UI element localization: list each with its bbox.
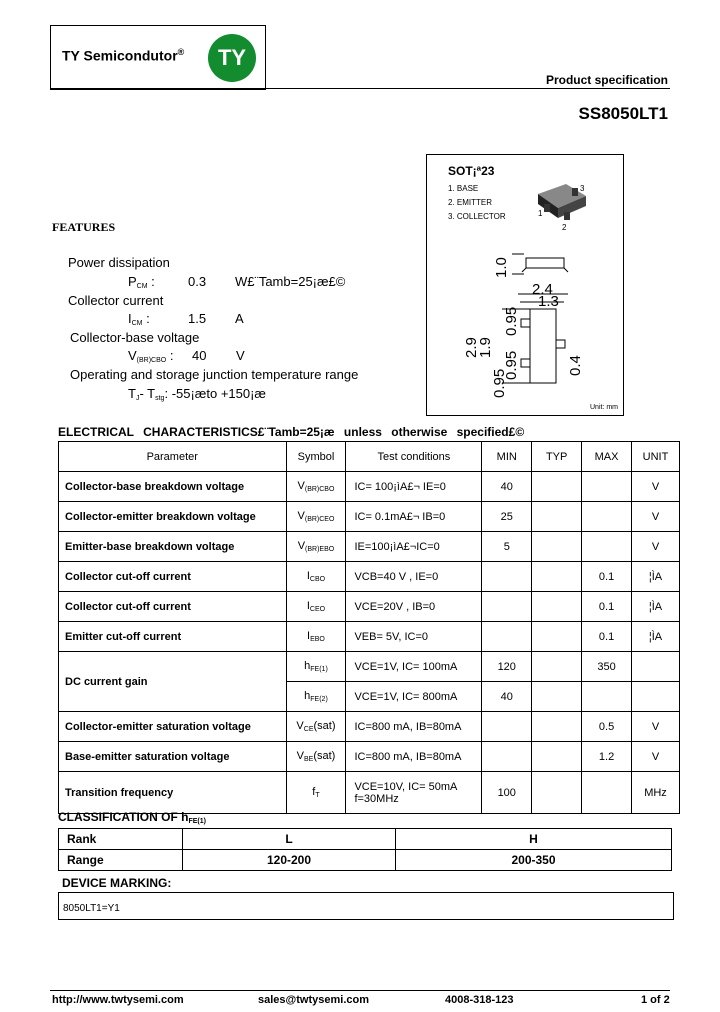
marking-title: DEVICE MARKING: [62, 876, 172, 890]
rank-row: Rank L H [59, 829, 672, 850]
temp-label: Operating and storage junction temperature range [70, 367, 359, 382]
footer-email[interactable]: sales@twtysemi.com [258, 994, 369, 1006]
table-row: Collector-emitter saturation voltage $V_{CE}(sat)$ IC=800 mA, IB=80mA 0.5 V [59, 712, 680, 742]
marking-value: 8050LT1=Y1 [58, 892, 674, 920]
dim-0-4: 0.4 [567, 355, 584, 376]
dim-1-0: 1.0 [493, 257, 510, 278]
dim-2-4: 2.4 [532, 281, 553, 298]
table-row: Collector-emitter breakdown voltage $V_{(BR)CEO}$ IC= 0.1mA£¬ IB=0 25 V [59, 502, 680, 532]
features-title: FEATURES [52, 220, 116, 234]
company-name: TY Semicondutor® [62, 47, 185, 64]
temp-range: $T_J-$ $T_{stg}$: -55¡æto +150¡æ [128, 386, 266, 402]
table-row: Collector-base breakdown voltage $V_{(BR)CBO}$ IC= 100¡ìA£¬ IE=0 40 V [59, 472, 680, 502]
package-title: SOT¡ª23 [448, 164, 495, 178]
table-row: $h_{FE(2)}$ VCE=1V, IC= 800mA 40 [59, 682, 680, 712]
pin-base: 1. BASE [448, 184, 479, 193]
power-label: Power dissipation [68, 255, 170, 270]
dim-1-9: 1.9 [477, 337, 494, 358]
col-header-min: MIN [482, 442, 532, 472]
pcm-symbol: $P_{CM}$ : [128, 274, 155, 290]
range-row: Range 120-200 200-350 [59, 850, 672, 871]
classification-title: CLASSIFICATION OF $h_{FE(1)}$ [58, 810, 206, 825]
vcbo-symbol: $V_{(BR)CBO}$ : [128, 348, 174, 364]
footer-rule [50, 990, 670, 991]
table-row: Transition frequency $f_T$ VCE=10V, IC= 50mA f=30MHz 100 MHz [59, 772, 680, 814]
col-header-max: MAX [582, 442, 632, 472]
col-header-conditions: Test conditions [346, 442, 482, 472]
dim-0-95-bottom: 0.95 [491, 368, 508, 398]
icm-symbol: $I_{CM}$ : [128, 311, 150, 327]
dim-1-3: 1.3 [538, 293, 559, 310]
pcm-value: 0.3 [188, 274, 207, 289]
pin-collector: 3. COLLECTOR [448, 212, 506, 221]
icm-value: 1.5 [188, 311, 207, 326]
electrical-title: ELECTRICAL CHARACTERISTICS£¨Tamb=25¡æ unless otherwise specified£© [58, 425, 525, 439]
pin-emitter: 2. EMITTER [448, 198, 493, 207]
spec-label: Product specification [545, 73, 668, 87]
electrical-table [58, 441, 680, 814]
package-drawing [426, 154, 624, 416]
footer-url[interactable]: http://www.twtysemi.com [52, 994, 184, 1006]
table-row: Emitter-base breakdown voltage $V_{(BR)EBO}$ IE=100¡ìA£¬IC=0 5 V [59, 532, 680, 562]
col-header-typ: TYP [532, 442, 582, 472]
pin-number-2: 2 [562, 223, 567, 232]
part-number: SS8050LT1 [578, 104, 668, 123]
header-rule [50, 88, 670, 89]
table-row: Emitter cut-off current $I_{EBO}$ VEB= 5V, IC=0 0.1 ¦ÌA [59, 622, 680, 652]
footer-phone: 4008-318-123 [445, 994, 514, 1006]
pcm-unit: W£¨Tamb=25¡æ£© [235, 274, 346, 289]
table-row: DC current gain $h_{FE(1)}$ VCE=1V, IC= 100mA 120 350 [59, 652, 680, 682]
col-header-parameter: Parameter [59, 442, 287, 472]
col-header-unit: UNIT [632, 442, 680, 472]
pin-number-3: 3 [580, 184, 585, 193]
cbv-label: Collector-base voltage [70, 330, 200, 345]
dim-0-95-mid: 0.95 [503, 350, 520, 380]
company-logo: TY [208, 34, 256, 82]
page-number: 1 of 2 [641, 994, 670, 1006]
unit-label: Unit: mm [590, 404, 618, 411]
table-row: Base-emitter saturation voltage $V_{BE}(sat)$ IC=800 mA, IB=80mA 1.2 V [59, 742, 680, 772]
package-3d-icon [538, 184, 586, 220]
table-row: Collector cut-off current $I_{CBO}$ VCB=40 V , IE=0 0.1 ¦ÌA [59, 562, 680, 592]
collector-current-label: Collector current [68, 293, 164, 308]
table-header-row [59, 442, 680, 472]
vcbo-value: 40 [192, 348, 207, 363]
dim-2-9: 2.9 [463, 337, 480, 358]
col-header-symbol: Symbol [286, 442, 346, 472]
rank-table [58, 828, 672, 871]
vcbo-unit: V [236, 348, 245, 363]
pin-number-1: 1 [538, 209, 543, 218]
dim-0-95-top: 0.95 [503, 306, 520, 336]
table-row: Collector cut-off current $I_{CEO}$ VCE=20V , IB=0 0.1 ¦ÌA [59, 592, 680, 622]
icm-unit: A [235, 311, 244, 326]
side-view [512, 254, 568, 274]
